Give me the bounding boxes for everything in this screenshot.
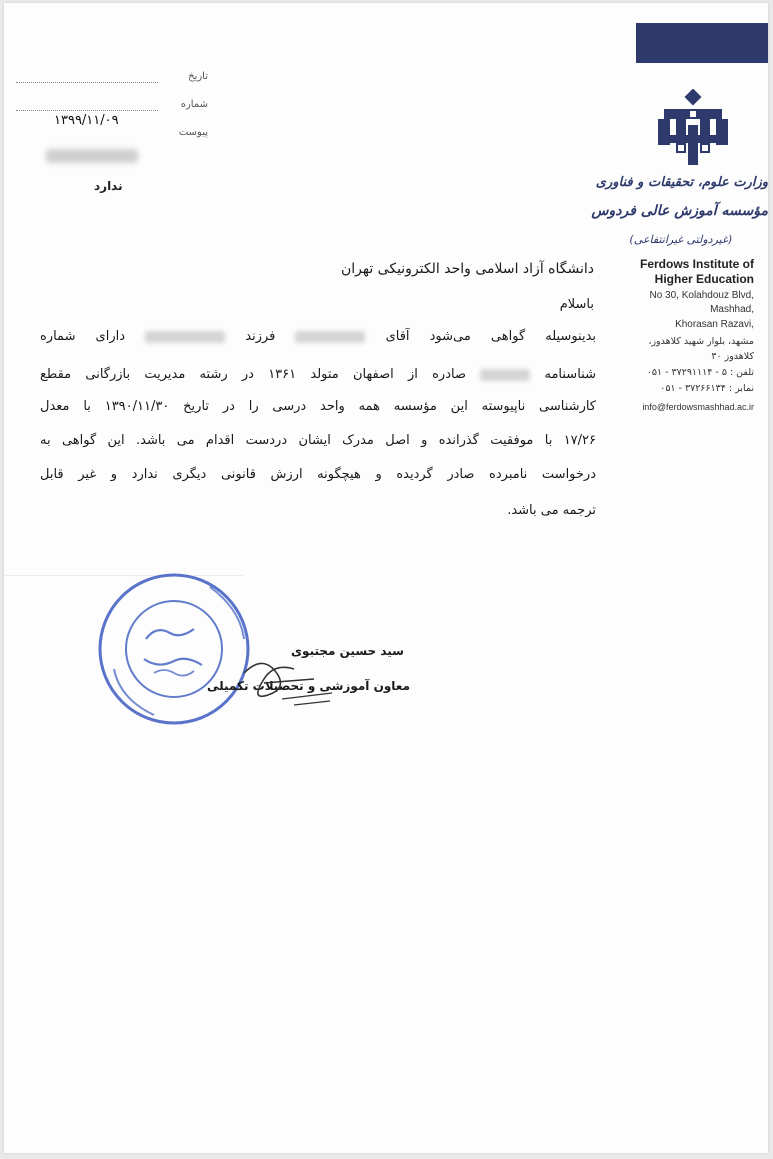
body-line-1 (40, 329, 596, 344)
body-line-2-part-b: صادره از اصفهان متولد ۱۳۶۱ در رشته مدیریت بازرگانی مقطع (40, 367, 466, 382)
attachment-value: ندارد (94, 179, 123, 193)
institute-logo-icon (654, 89, 732, 167)
signatory-name: سید حسین مجتبوی (291, 644, 404, 658)
ministry-name: وزارت علوم، تحقیقات و فناوری (595, 175, 768, 190)
body-line-3: کارشناسی ناپیوسته این مؤسسه همه واحد درسی را در تاریخ ۱۳۹۰/۱۱/۳۰ با معدل (40, 399, 596, 414)
handwritten-signature-icon (204, 643, 334, 713)
number-label: شماره (180, 99, 208, 110)
letterhead-bar (636, 23, 768, 63)
redacted-father-name (145, 331, 225, 343)
fax-number: نمابر : ۳۷۲۶۶۱۳۴ - ۰۵۱ (660, 383, 754, 394)
body-line-6: ترجمه می باشد. (507, 503, 596, 518)
body-line-4: ۱۷/۲۶ با موفقیت گذرانده و اصل مدرک ایشان دردست اقدام می باشد. این گواهی به (40, 433, 596, 448)
nonprofit-note: (غیردولتی غیرانتفاعی) (629, 233, 732, 246)
number-value: ۱۳۹۹/۱۱/۰۹ (54, 113, 119, 128)
email-address: info@ferdowsmashhad.ac.ir (642, 402, 754, 412)
body-line-1-part-c: دارای شماره (40, 329, 126, 344)
attachment-label: پیوست (178, 127, 208, 138)
body-line-1-part-b: فرزند (245, 329, 276, 344)
recipient: دانشگاه آزاد اسلامی واحد الکترونیکی تهران (340, 261, 594, 277)
signatory-title: معاون آموزشی و تحصیلات تکمیلی (206, 679, 410, 693)
institute-name-en-line2: Higher Education (654, 272, 754, 286)
address-fa-line2: کلاهدوز ۳۰ (711, 351, 754, 362)
body-line-1-part-a: بدینوسیله گواهی می‌شود آقای (385, 329, 597, 344)
body-line-2-part-a: شناسنامه (544, 367, 596, 382)
phone-number: تلفن : ۵ - ۳۷۲۹۱۱۱۴ - ۰۵۱ (646, 367, 754, 378)
institute-name-en-line1: Ferdows Institute of (640, 257, 754, 271)
redacted-reference (46, 149, 138, 163)
date-dotted-line (16, 82, 158, 83)
institute-name-en (604, 257, 754, 287)
letter-page (4, 3, 768, 1153)
address-en-line1: No 30, Kolahdouz Blvd, (649, 290, 754, 301)
address-fa-line1: مشهد، بلوار شهید کلاهدوز، (648, 336, 754, 347)
greeting: باسلام (559, 297, 594, 312)
date-label: تاریخ (188, 71, 208, 82)
redacted-id-number (480, 369, 530, 381)
body-line-2 (40, 367, 596, 382)
address-en-line3: Khorasan Razavi, (675, 319, 754, 330)
number-dotted-line (16, 110, 158, 111)
institute-name-fa: مؤسسه آموزش عالی فردوس (591, 203, 768, 219)
body-line-5: درخواست نامبرده صادر گردیده و هیچگونه ارزش قانونی دیگری ندارد و غیر قابل (40, 467, 596, 482)
redacted-name (295, 331, 365, 343)
address-en-line2: Mashhad, (710, 304, 754, 315)
